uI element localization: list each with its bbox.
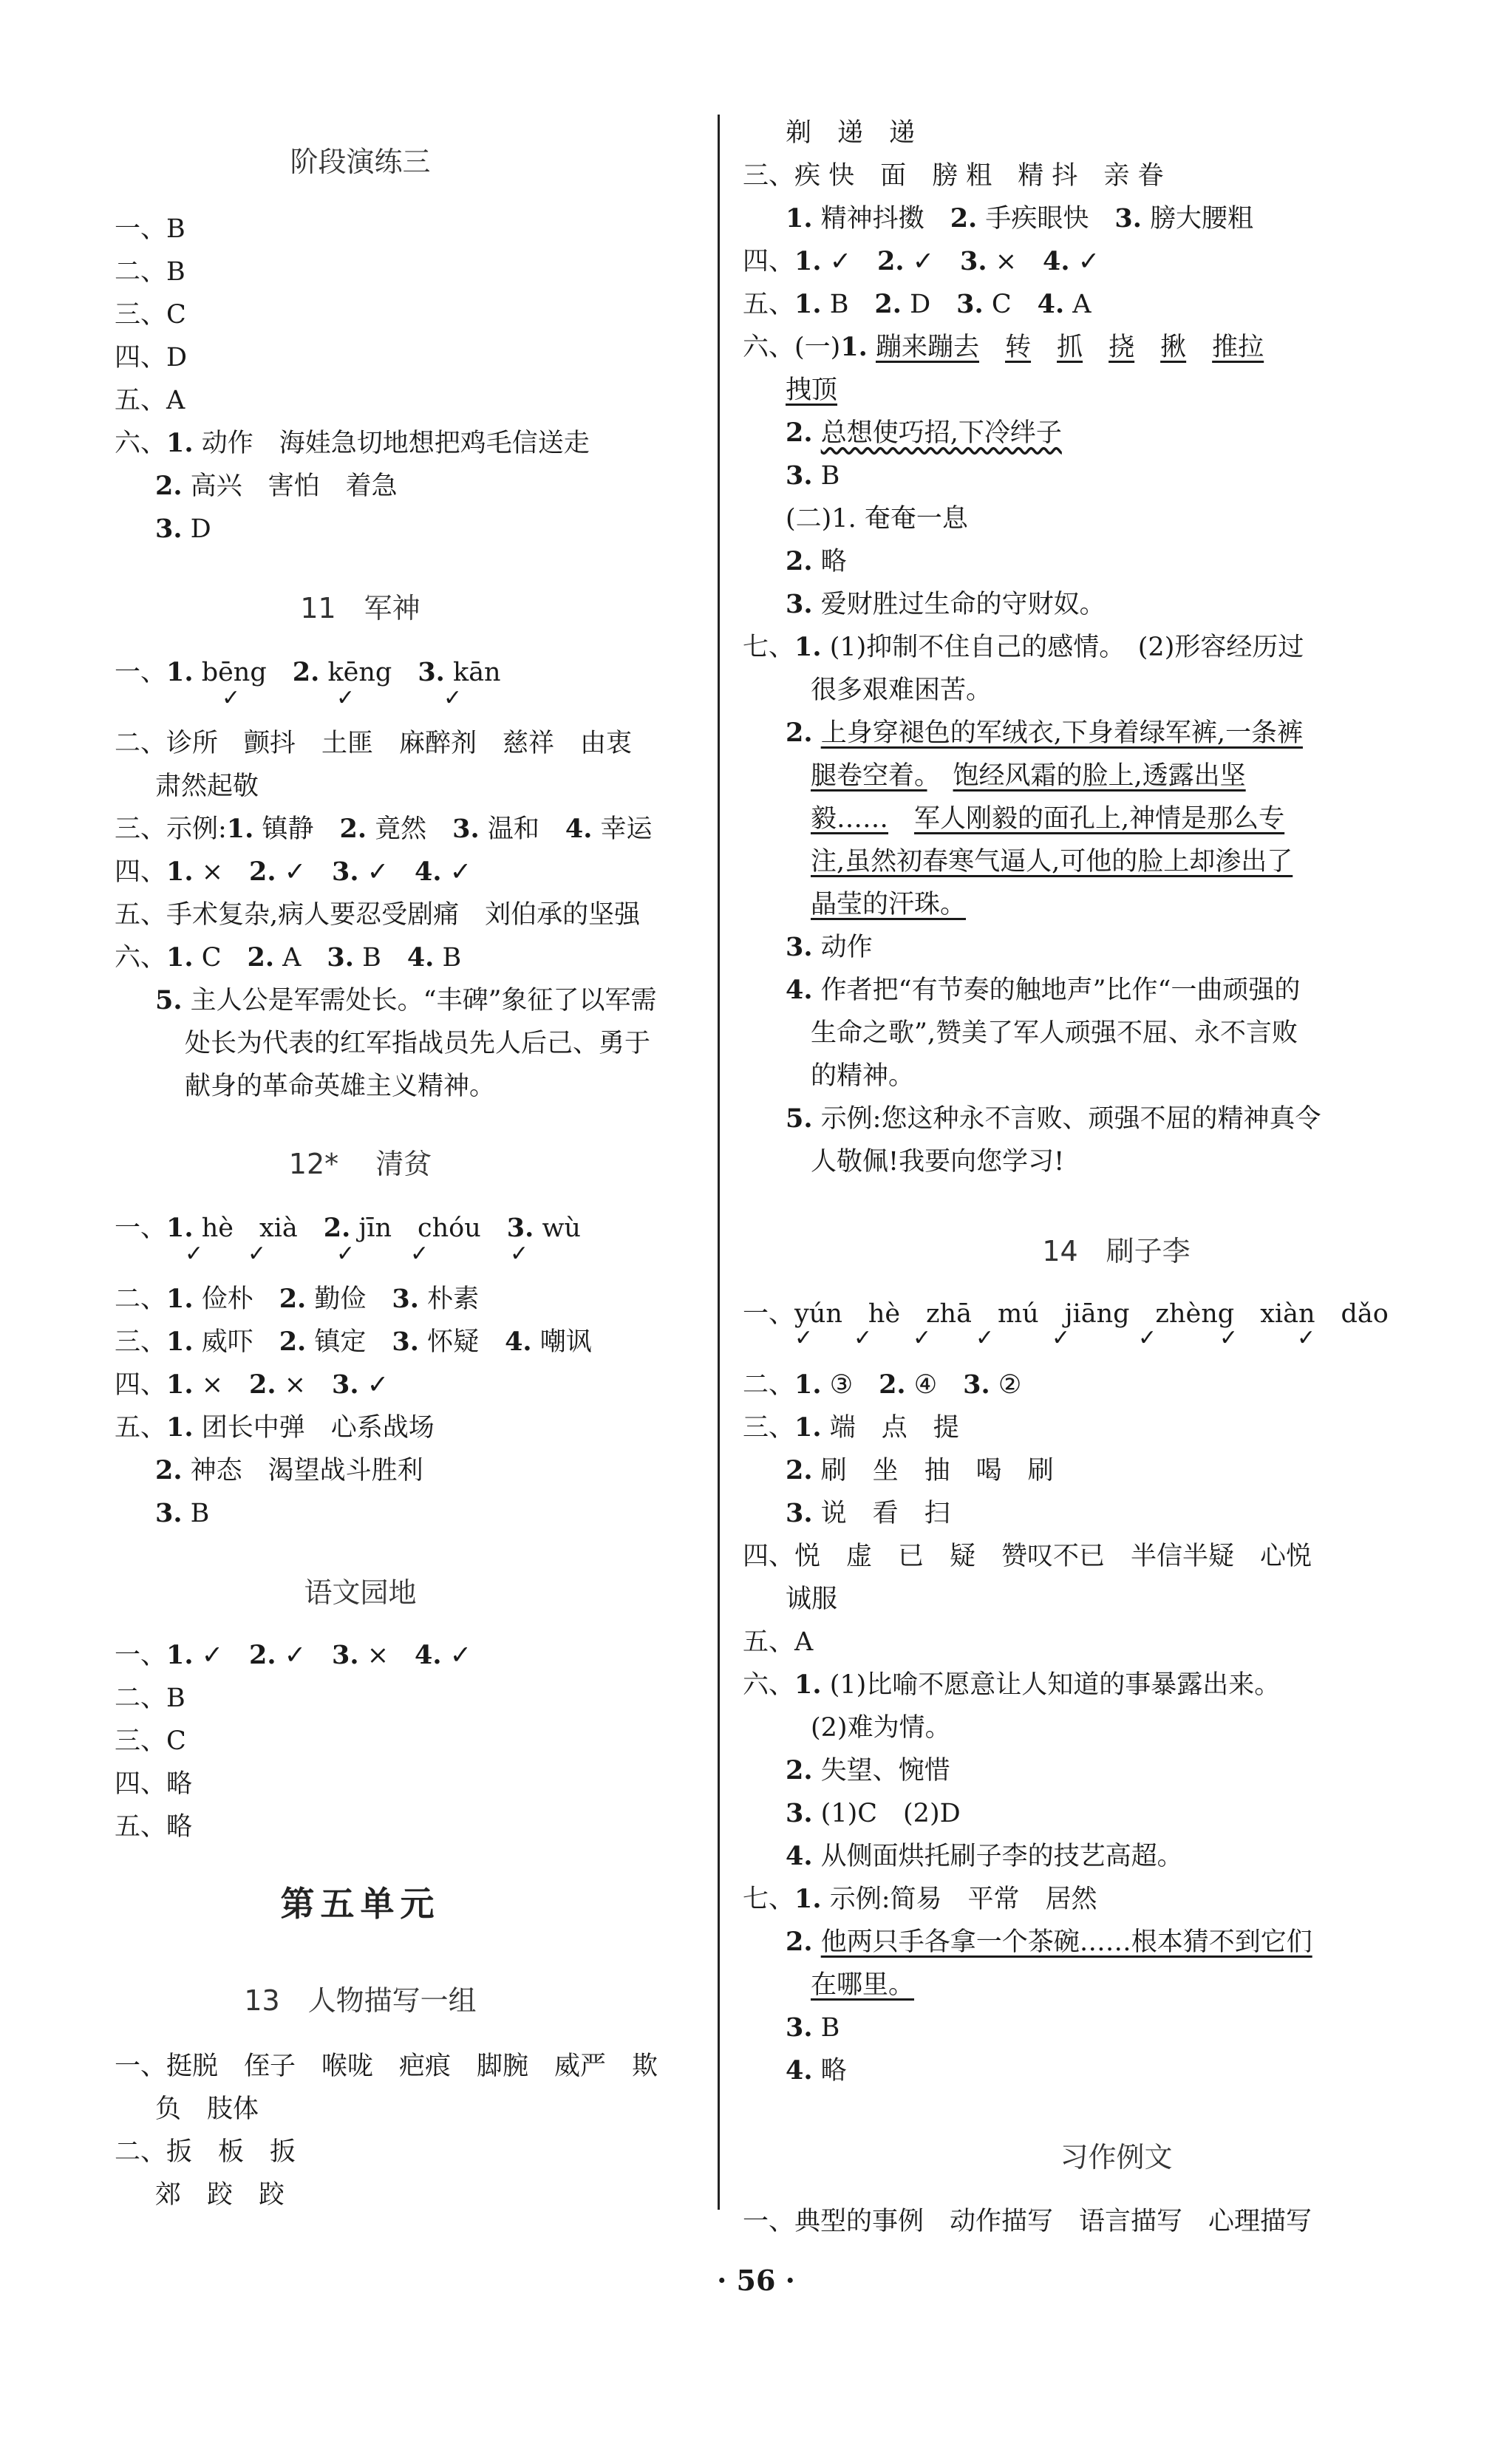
answer-line: 2. 总想使巧招,下冷绊子 bbox=[786, 418, 1062, 448]
answer-line: 二、B bbox=[115, 1684, 185, 1713]
answer-line: 2. 失望、惋惜 bbox=[786, 1755, 950, 1786]
check-mark-icon: ✓ bbox=[510, 1241, 529, 1267]
answer-line: 3. B bbox=[155, 1498, 210, 1528]
answer-line: 一、1. ✓ 2. ✓ 3. × 4. ✓ bbox=[115, 1640, 472, 1670]
answer-line: 3. 动作 bbox=[786, 932, 873, 962]
answer-line: 剃 递 递 bbox=[786, 118, 916, 148]
answer-line: 一、典型的事例 动作描写 语言描写 心理描写 bbox=[743, 2207, 1312, 2236]
answer-line: 一、1. hè xià 2. jīn chóu 3. wù bbox=[115, 1213, 581, 1243]
answer-line: 毅…… 军人刚毅的面孔上,神情是那么专 bbox=[811, 804, 1285, 834]
answer-line: 2. 刷 坐 抽 喝 刷 bbox=[786, 1455, 1054, 1485]
answer-line: 的精神。 bbox=[811, 1061, 915, 1091]
answer-line: 三、1. 威吓 2. 镇定 3. 怀疑 4. 嘲讽 bbox=[115, 1327, 592, 1357]
answer-line: 五、略 bbox=[115, 1812, 193, 1842]
answer-line: 负 肢体 bbox=[155, 2094, 259, 2124]
answer-line: 2. 上身穿褪色的军绒衣,下身着绿军裤,一条裤 bbox=[786, 718, 1303, 748]
answer-line: 献身的革命英雄主义精神。 bbox=[185, 1072, 496, 1101]
answer-line: 五、1. 团长中弹 心系战场 bbox=[115, 1412, 435, 1443]
answer-line: 七、1. (1)抑制不住自己的感情。 (2)形容经历过 bbox=[743, 632, 1304, 662]
answer-line: 2. 略 bbox=[786, 546, 847, 576]
answer-line: 二、B bbox=[115, 257, 185, 287]
section-title-sample-essay: 习作例文 bbox=[1060, 2141, 1173, 2174]
section-title-stage-3: 阶段演练三 bbox=[290, 146, 431, 178]
check-mark-icon: ✓ bbox=[1297, 1325, 1316, 1351]
answer-line: 一、B bbox=[115, 214, 185, 244]
answer-line: 二、扳 板 扳 bbox=[115, 2137, 296, 2167]
answer-line: 3. (1)C (2)D bbox=[786, 1798, 961, 1828]
check-mark-icon: ✓ bbox=[975, 1325, 995, 1351]
answer-line: 六、1. C 2. A 3. B 4. B bbox=[115, 942, 462, 973]
answer-line: 一、1. bēng 2. kēng 3. kān bbox=[115, 657, 501, 687]
answer-line: 生命之歌”,赞美了军人顽强不屈、永不言败 bbox=[811, 1018, 1298, 1048]
answer-line: 很多艰难困苦。 bbox=[811, 675, 992, 705]
answer-line: 3. B bbox=[786, 460, 840, 491]
check-mark-icon: ✓ bbox=[1219, 1325, 1239, 1351]
section-title-12: 12* 清贫 bbox=[288, 1148, 432, 1180]
answer-line: 二、1. 俭朴 2. 勤俭 3. 朴素 bbox=[115, 1284, 480, 1314]
answer-line: 五、1. B 2. D 3. C 4. A bbox=[743, 289, 1092, 319]
answer-line: 腿卷空着。 饱经风霜的脸上,透露出坚 bbox=[811, 761, 1246, 791]
section-title-13: 13 人物描写一组 bbox=[244, 1984, 477, 2017]
check-mark-icon: ✓ bbox=[248, 1241, 267, 1267]
answer-line: 2. 高兴 害怕 着急 bbox=[155, 471, 398, 501]
check-mark-icon: ✓ bbox=[222, 685, 241, 711]
answer-line: 诚服 bbox=[786, 1584, 838, 1614]
answer-line: 四、D bbox=[115, 343, 188, 372]
answer-line: 二、诊所 颤抖 土匪 麻醉剂 慈祥 由衷 bbox=[115, 729, 633, 758]
page-number: · 56 · bbox=[717, 2264, 795, 2297]
answer-line: 三、C bbox=[115, 300, 186, 330]
answer-line: 4. 略 bbox=[786, 2055, 847, 2086]
answer-line: 2. 他两只手各拿一个茶碗……根本猜不到它们 bbox=[786, 1927, 1312, 1957]
unit-title: 第五单元 bbox=[280, 1884, 440, 1924]
section-title-14: 14 刷子李 bbox=[1042, 1235, 1191, 1267]
answer-line: 四、悦 虚 已 疑 赞叹不已 半信半疑 心悦 bbox=[743, 1542, 1312, 1571]
check-mark-icon: ✓ bbox=[913, 1325, 932, 1351]
answer-line: 三、1. 端 点 提 bbox=[743, 1412, 959, 1443]
answer-line: 六、(一)1. 蹦来蹦去 转 抓 挠 揪 推拉 bbox=[743, 332, 1264, 362]
answer-line: 四、1. × 2. ✓ 3. ✓ 4. ✓ bbox=[115, 857, 472, 887]
check-mark-icon: ✓ bbox=[443, 685, 463, 711]
answer-line: 七、1. 示例:简易 平常 居然 bbox=[743, 1884, 1097, 1914]
answer-line: 一、yún hè zhā mú jiāng zhèng xiàn dǎo bbox=[743, 1299, 1389, 1329]
answer-line: 五、手术复杂,病人要忍受剧痛 刘伯承的坚强 bbox=[115, 900, 641, 930]
answer-line: 四、1. × 2. × 3. ✓ bbox=[115, 1369, 389, 1400]
check-mark-icon: ✓ bbox=[1138, 1325, 1157, 1351]
answer-line: 四、略 bbox=[115, 1769, 193, 1799]
answer-line: 4. 作者把“有节奏的触地声”比作“一曲顽强的 bbox=[786, 975, 1301, 1005]
answer-line: 郊 跤 跤 bbox=[155, 2180, 285, 2210]
check-mark-icon: ✓ bbox=[185, 1241, 204, 1267]
answer-line: 拽顶 bbox=[786, 375, 838, 405]
check-mark-icon: ✓ bbox=[1052, 1325, 1071, 1351]
answer-line: 3. B bbox=[786, 2012, 840, 2043]
answer-line: 人敬佩!我要向您学习! bbox=[811, 1147, 1065, 1177]
answer-line: (2)难为情。 bbox=[811, 1713, 951, 1743]
answer-line: 一、挺脱 侄子 喉咙 疤痕 脚腕 威严 欺 bbox=[115, 2052, 658, 2081]
answer-line: 四、1. ✓ 2. ✓ 3. × 4. ✓ bbox=[743, 246, 1100, 276]
section-title-language-garden: 语文园地 bbox=[304, 1576, 417, 1609]
answer-line: 在哪里。 bbox=[811, 1970, 915, 2000]
answer-line: 5. 主人公是军需处长。“丰碑”象征了以军需 bbox=[155, 985, 657, 1015]
answer-line: 5. 示例:您这种永不言败、顽强不屈的精神真令 bbox=[786, 1103, 1321, 1134]
answer-line: 五、A bbox=[115, 386, 185, 415]
answer-line: (二)1. 奄奄一息 bbox=[786, 504, 968, 534]
check-mark-icon: ✓ bbox=[336, 685, 355, 711]
check-mark-icon: ✓ bbox=[854, 1325, 873, 1351]
check-mark-icon: ✓ bbox=[410, 1241, 429, 1267]
answer-line: 3. 说 看 扫 bbox=[786, 1498, 950, 1528]
answer-line: 三、疾 快 面 膀 粗 精 抖 亲 眷 bbox=[743, 161, 1164, 191]
answer-line: 3. D bbox=[155, 514, 211, 544]
section-title-11: 11 军神 bbox=[300, 592, 420, 624]
answer-line: 4. 从侧面烘托刷子李的技艺高超。 bbox=[786, 1841, 1183, 1871]
answer-line: 六、1. (1)比喻不愿意让人知道的事暴露出来。 bbox=[743, 1669, 1281, 1700]
answer-line: 1. 精神抖擞 2. 手疾眼快 3. 膀大腰粗 bbox=[786, 203, 1254, 234]
check-mark-icon: ✓ bbox=[794, 1325, 814, 1351]
answer-line: 肃然起敬 bbox=[155, 772, 259, 801]
answer-line: 注,虽然初春寒气逼人,可他的脸上却渗出了 bbox=[811, 847, 1293, 876]
answer-line: 处长为代表的红军指战员先人后己、勇于 bbox=[185, 1029, 651, 1058]
answer-line: 三、示例:1. 镇静 2. 竟然 3. 温和 4. 幸运 bbox=[115, 814, 653, 844]
answer-line: 六、1. 动作 海娃急切地想把鸡毛信送走 bbox=[115, 428, 590, 458]
answer-line: 3. 爱财胜过生命的守财奴。 bbox=[786, 589, 1106, 619]
check-mark-icon: ✓ bbox=[336, 1241, 355, 1267]
answer-line: 二、1. ③ 2. ④ 3. ② bbox=[743, 1369, 1022, 1400]
answer-line: 五、A bbox=[743, 1627, 814, 1657]
answer-line: 晶莹的汗珠。 bbox=[811, 890, 967, 919]
answer-line: 2. 神态 渴望战斗胜利 bbox=[155, 1455, 423, 1485]
answer-line: 三、C bbox=[115, 1726, 186, 1756]
